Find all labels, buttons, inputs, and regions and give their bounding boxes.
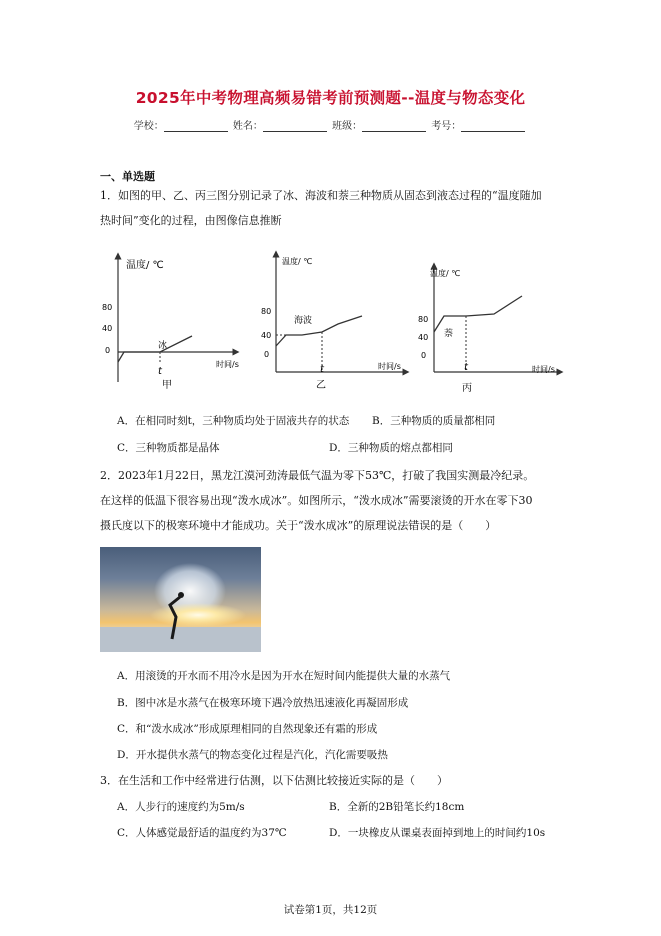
splash-water-photo xyxy=(100,547,261,652)
graph-bing-ylabel: 温度/ ℃ xyxy=(430,269,461,278)
school-label: 学校： xyxy=(133,121,164,132)
graph-bing xyxy=(418,260,564,396)
q1-stem-line1: 1．如图的甲、乙、丙三图分别记录了冰、海波和萘三种物质从固态到液态过程的“温度随加 xyxy=(100,189,542,202)
name-blank xyxy=(263,121,327,132)
graph-jia-xlabel: 时间/s xyxy=(216,360,239,369)
q2-stem-line3: 摄氏度以下的极寒环境中才能成功。关于“泼水成冰”的原理说法错误的是（ ） xyxy=(100,519,497,532)
graph-yi-xlabel: 时间/s xyxy=(378,362,401,371)
q2-option-b[interactable]: B．图中冰是水蒸气在极寒环境下遇冷放热迅速液化再凝固形成 xyxy=(117,697,409,709)
q3-option-d[interactable]: D．一块橡皮从课桌表面掉到地上的时间约10s xyxy=(329,827,546,839)
graph-jia-tick-80: 80 xyxy=(102,303,113,312)
exam-number-blank xyxy=(461,121,525,132)
q1-stem-line2: 热时间”变化的过程，由图像信息推断 xyxy=(100,214,282,227)
graph-bing-xlabel: 时间/s xyxy=(532,365,555,374)
graph-jia-t: t xyxy=(158,366,162,377)
q3-stem: 3．在生活和工作中经常进行估测，以下估测比较接近实际的是（ ） xyxy=(100,774,448,787)
q1-option-a[interactable]: A．在相同时刻t，三种物质均处于固液共存的状态 xyxy=(117,415,350,427)
q2-stem-line2: 在这样的低温下很容易出现“泼水成冰”。如图所示，“泼水成冰”需要滚烫的开水在零下30 xyxy=(100,494,533,507)
q1-option-c[interactable]: C．三种物质都是晶体 xyxy=(117,442,220,454)
school-blank xyxy=(164,121,228,132)
name-label: 姓名： xyxy=(232,121,263,132)
graph-bing-t: t xyxy=(464,362,468,373)
q2-stem-line1: 2．2023年1月22日，黑龙江漠河劲涛最低气温为零下53℃，打破了我国实测最冷纪录。 xyxy=(100,469,535,482)
graph-jia-ylabel: 温度/ ℃ xyxy=(126,260,164,271)
graph-yi-caption: 乙 xyxy=(316,380,326,391)
graph-jia-tick-0: 0 xyxy=(105,346,111,355)
graph-yi-curve xyxy=(276,316,362,346)
q1-option-b[interactable]: B．三种物质的质量都相同 xyxy=(372,415,496,427)
class-label: 班级： xyxy=(332,121,363,132)
graph-yi xyxy=(258,248,410,394)
graph-bing-substance: 萘 xyxy=(444,329,454,339)
graph-bing-curve xyxy=(434,296,522,332)
class-blank xyxy=(362,121,426,132)
student-info-line xyxy=(0,117,661,132)
graph-yi-tick-40: 40 xyxy=(261,331,272,340)
graph-bing-tick-80: 80 xyxy=(418,315,429,324)
exam-number-label: 考号： xyxy=(431,121,462,132)
graph-jia xyxy=(100,248,240,394)
graph-jia-curve xyxy=(118,336,192,362)
graph-yi-ylabel: 温度/ ℃ xyxy=(282,257,313,266)
page-footer: 试卷第1页，共12页 xyxy=(283,904,378,916)
q3-option-b[interactable]: B．全新的2B铅笔长约18cm xyxy=(329,801,465,813)
graph-yi-tick-0: 0 xyxy=(264,350,270,359)
graph-bing-caption: 丙 xyxy=(462,383,472,394)
q3-option-c[interactable]: C．人体感觉最舒适的温度约为37℃ xyxy=(117,827,287,839)
section-title: 一、单选题 xyxy=(100,170,155,183)
graph-jia-substance: 冰 xyxy=(158,341,168,351)
q1-option-d[interactable]: D．三种物质的熔点都相同 xyxy=(329,442,453,454)
graph-jia-caption: 甲 xyxy=(162,380,172,391)
q2-option-c[interactable]: C．和“泼水成冰”形成原理相同的自然现象还有霜的形成 xyxy=(117,723,378,735)
q2-option-a[interactable]: A．用滚烫的开水而不用冷水是因为开水在短时间内能提供大量的水蒸气 xyxy=(117,670,451,682)
graph-yi-tick-80: 80 xyxy=(261,307,272,316)
graph-bing-tick-0: 0 xyxy=(421,351,427,360)
exam-title: 2025年中考物理高频易错考前预测题--温度与物态变化 xyxy=(135,89,526,107)
q3-option-a[interactable]: A．人步行的速度约为5m/s xyxy=(117,801,245,813)
graph-jia-tick-40: 40 xyxy=(102,324,113,333)
graph-yi-t: t xyxy=(320,364,324,375)
q2-option-d[interactable]: D．开水提供水蒸气的物态变化过程是汽化，汽化需要吸热 xyxy=(117,749,388,761)
graph-yi-substance: 海波 xyxy=(294,316,313,326)
graph-bing-tick-40: 40 xyxy=(418,333,429,342)
